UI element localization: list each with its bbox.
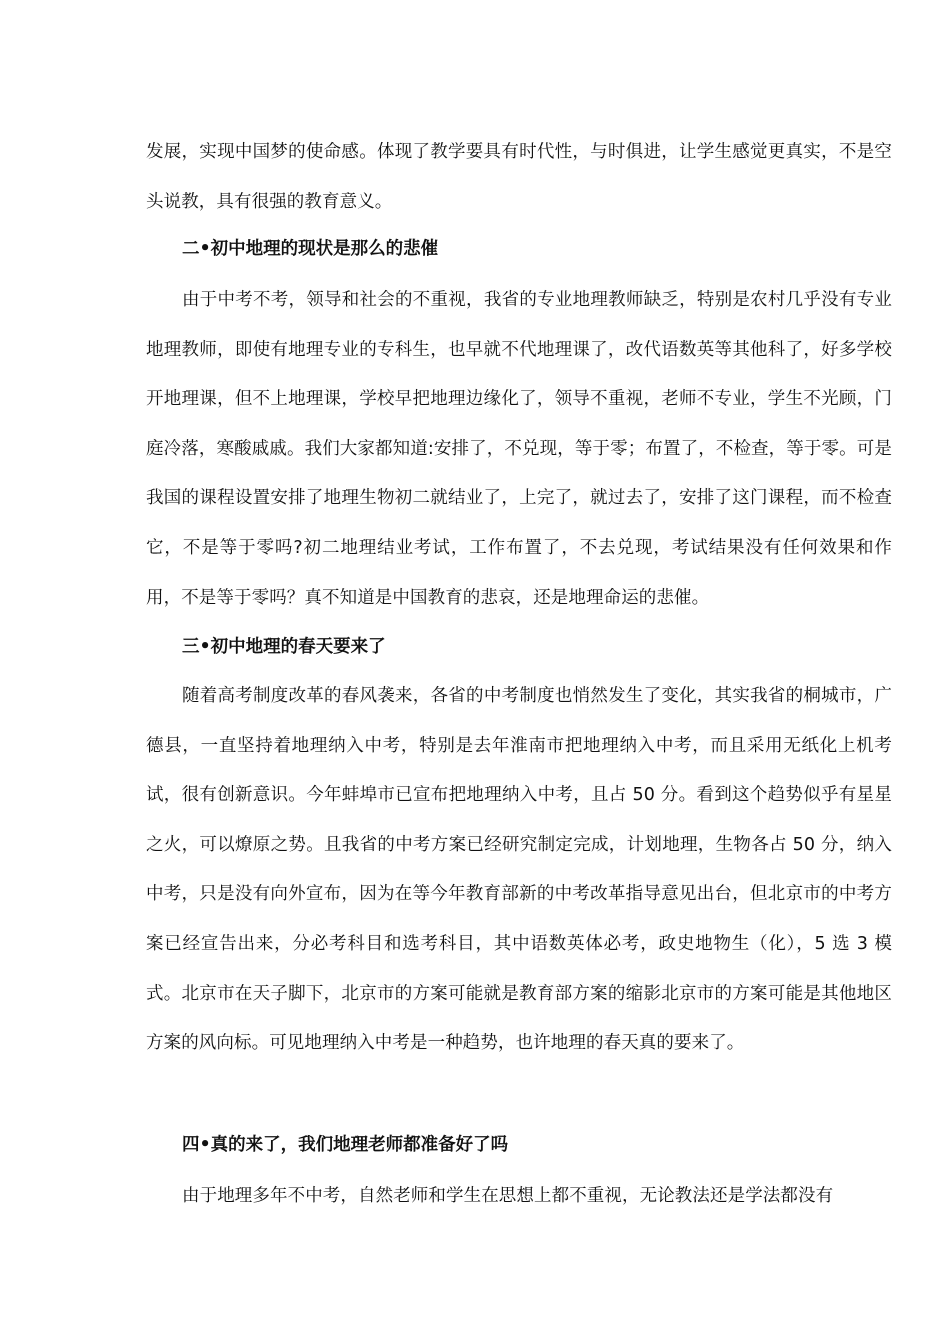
paragraph-section-2: 由于中考不考，领导和社会的不重视，我省的专业地理教师缺乏，特别是农村几乎没有专业地理教师，即使有地理专业的专科生，也早就不代地理课了，改代语数英等其他科了，好多学校开地理课，但不上地理课，学校早把地理边缘化了，领导不重视，老师不专业，学生不光顾，门庭冷落，寒酸戚戚。我们大家都知道:安排了，不兑现，等于零；布置了，不检查，等于零。可是我国的课程设置安排了地理生物初二就结业了，上完了，就过去了，安排了这门课程，而不检查它，不是等于零吗?初二地理结业考试，工作布置了，不去兑现，考试结果没有任何效果和作用，不是等于零吗？真不知道是中国教育的悲哀，还是地理命运的悲催。: [146, 290, 892, 608]
paragraph-section-3: 随着高考制度改革的春风袭来，各省的中考制度也悄然发生了变化，其实我省的桐城市，广德县，一直坚持着地理纳入中考，特别是去年淮南市把地理纳入中考，而且采用无纸化上机考试，很有创新意识。今年蚌埠市已宣布把地理纳入中考，且占 50 分。看到这个趋势似乎有星星之火，可以燎原之势。且我省的中考方案已经研究制定完成，计划地理，生物各占 50 分，纳入中考，只是没有向外宣布，因为在等今年教育部新的中考改革指导意见出台，但北京市的中考方案已经宣告出来，分必考科目和选考科目，其中语数英体必考，政史地物生（化），5 选 3 模式。北京市在天子脚下，北京市的方案可能就是教育部方案的缩影北京市的方案可能是其他地区方案的风向标。可见地理纳入中考是一种趋势，也许地理的春天真的要来了。: [146, 686, 892, 1054]
paragraph-section-4: 由于地理多年不中考，自然老师和学生在思想上都不重视，无论教法还是学法都没有: [182, 1186, 834, 1206]
section-heading-4: 四•真的来了，我们地理老师都准备好了吗: [182, 1135, 509, 1155]
section-heading-2: 二•初中地理的现状是那么的悲催: [182, 239, 439, 259]
section-heading-3: 三•初中地理的春天要来了: [182, 637, 386, 657]
paragraph-continuation: 发展，实现中国梦的使命感。体现了教学要具有时代性，与时俱进，让学生感觉更真实，不是空头说教，具有很强的教育意义。: [146, 142, 892, 212]
